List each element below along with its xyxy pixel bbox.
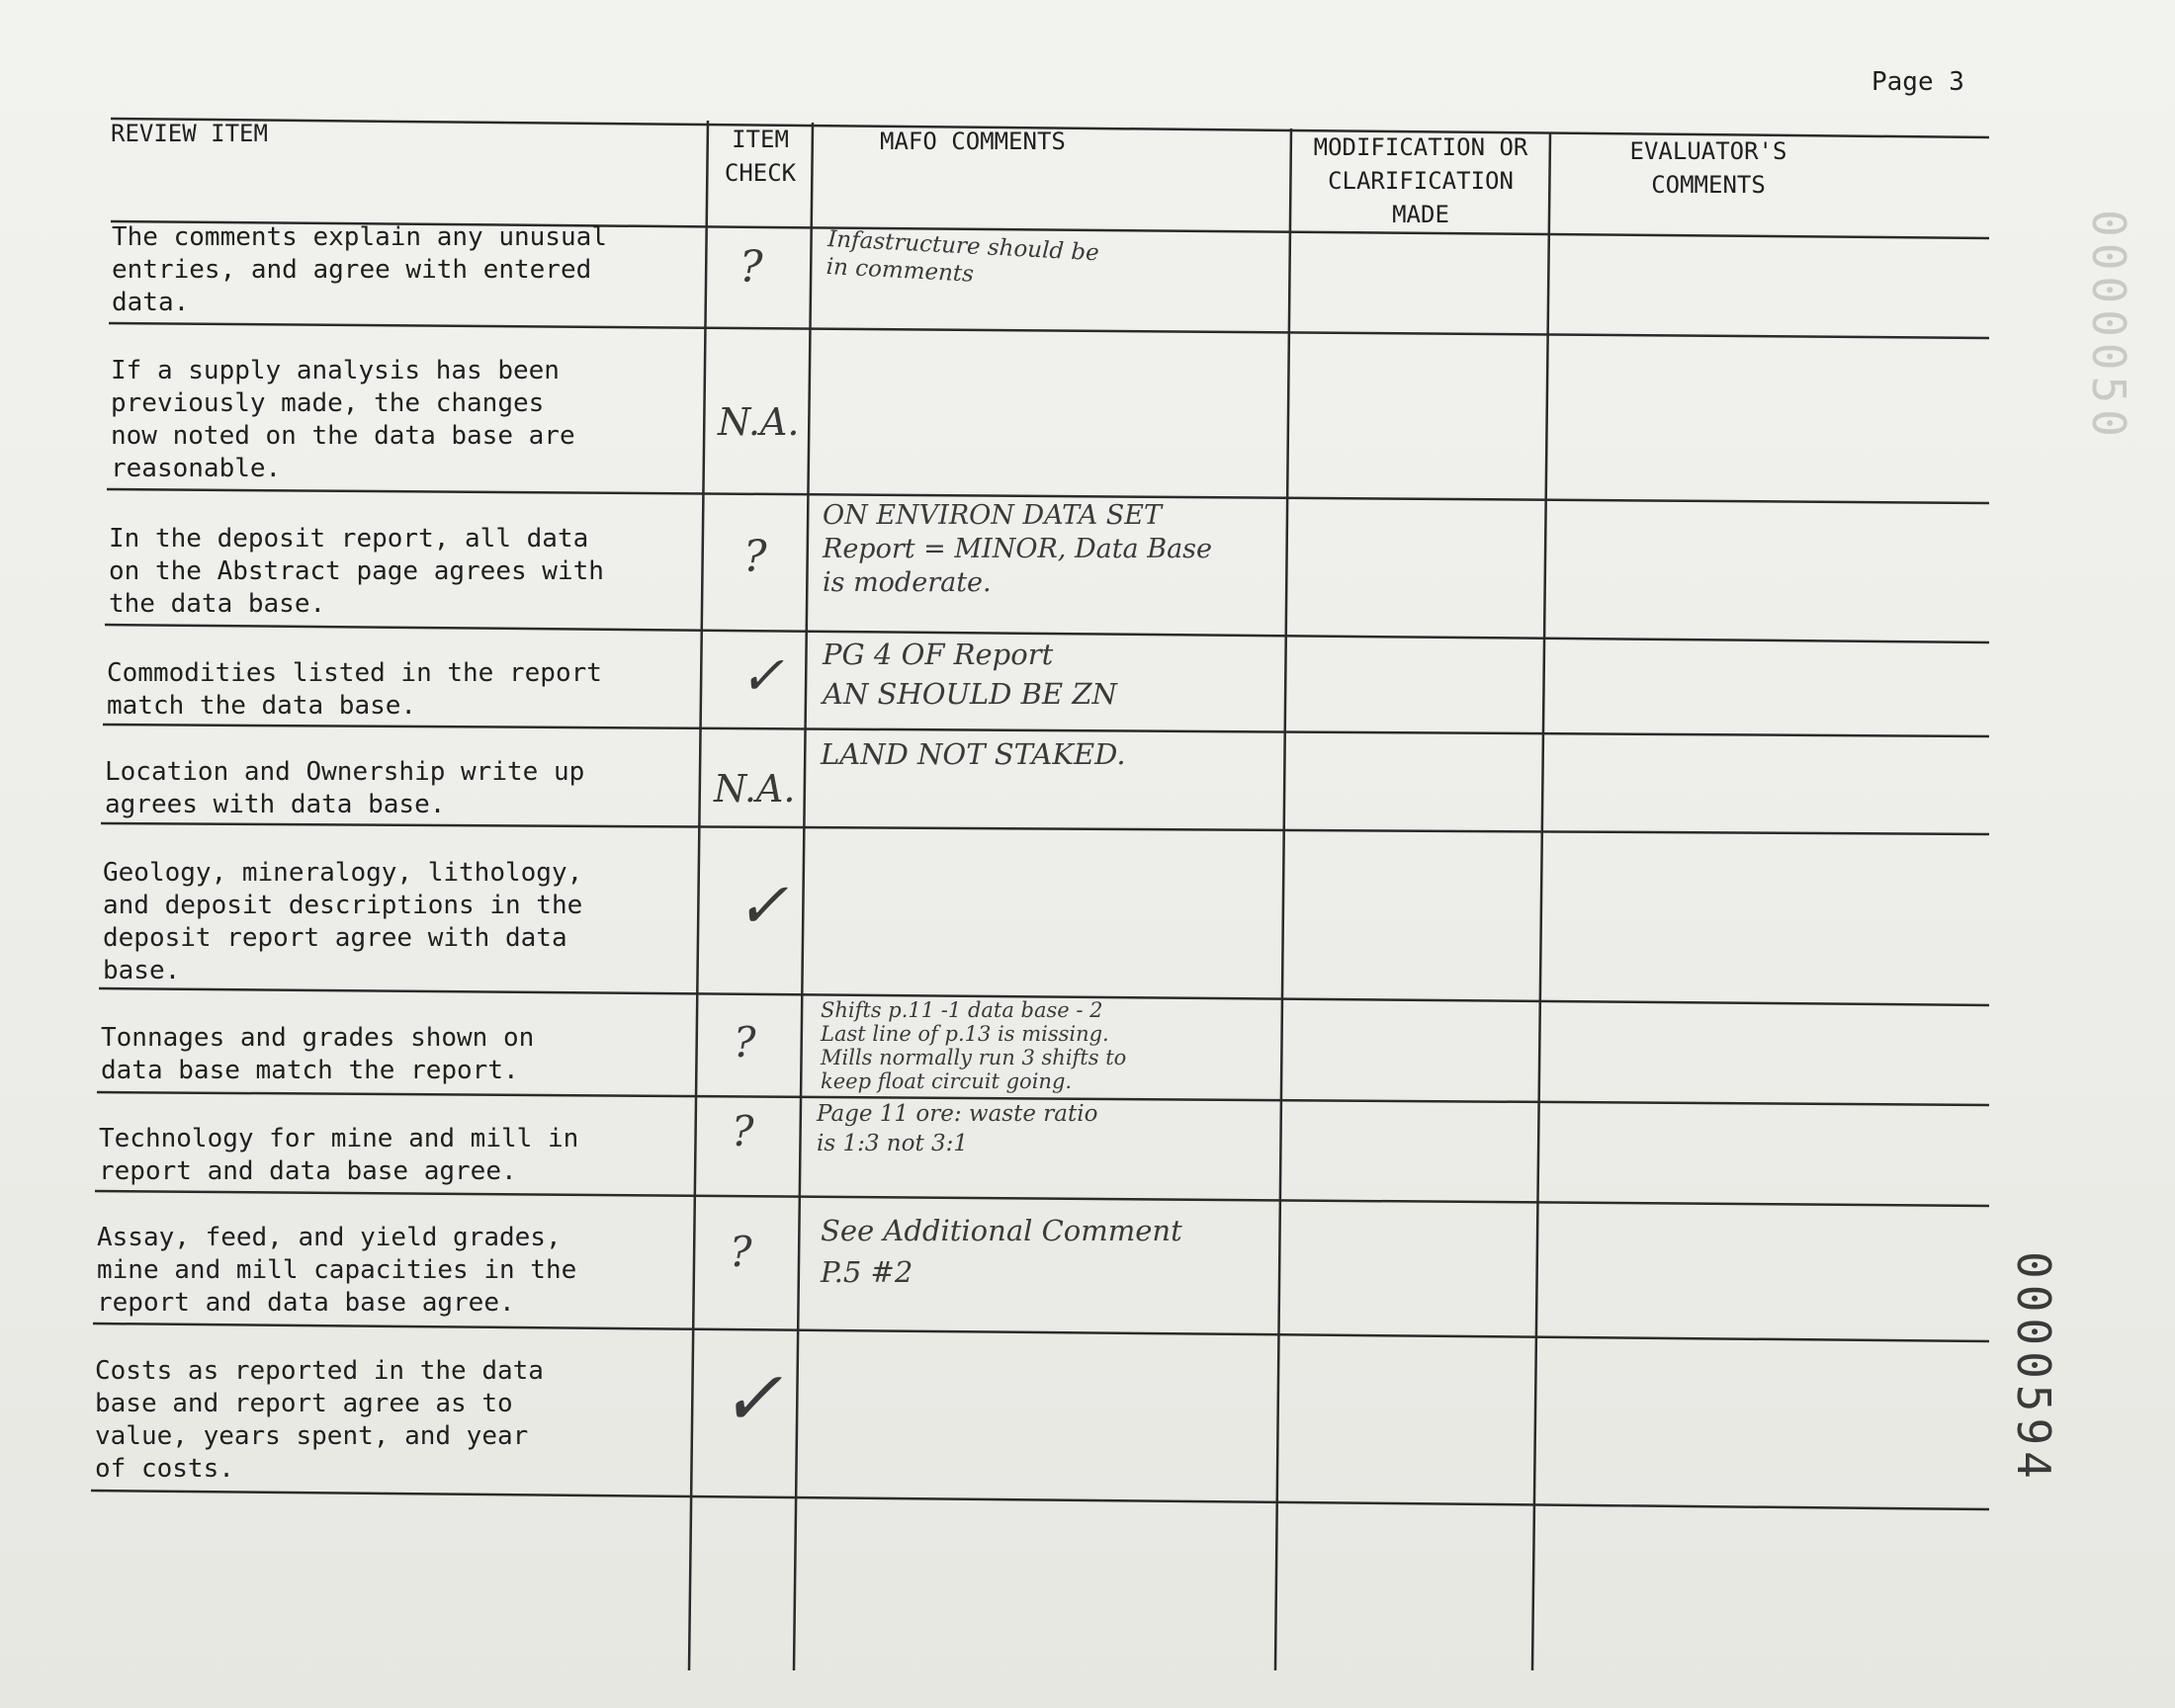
- header-mafo-comments: MAFO COMMENTS: [880, 128, 1066, 155]
- mafo-comment-7: Shifts p.11 -1 data base - 2 Last line of p.13 is missing. Mills normally run 3 shifts to keep float circuit going.: [821, 998, 1127, 1093]
- mafo-comment-1: Infastructure should be in comments: [826, 225, 1100, 288]
- mafo-comment-9: See Additional Comment P.5 #2: [821, 1214, 1182, 1289]
- mafo-comment-5: LAND NOT STAKED.: [821, 737, 1126, 771]
- review-item-10: Costs as reported in the data base and report agree as to value, years spent, and year of costs.: [95, 1356, 544, 1484]
- review-item-6: Geology, mineralogy, lithology, and deposit descriptions in the deposit report agree with data base.: [103, 858, 583, 985]
- item-check-5: N.A.: [714, 767, 796, 811]
- item-check-2: N.A.: [718, 400, 800, 444]
- review-item-3: In the deposit report, all data on the Abstract page agrees with the data base.: [109, 524, 604, 619]
- header-review-item: REVIEW ITEM: [111, 120, 268, 147]
- item-check-3: ?: [743, 532, 767, 582]
- review-item-5: Location and Ownership write up agrees with data base.: [105, 757, 585, 819]
- mafo-comment-8: Page 11 ore: waste ratio is 1:3 not 3:1: [817, 1101, 1098, 1156]
- review-item-1: The comments explain any unusual entries, and agree with entered data.: [112, 222, 607, 317]
- item-check-6: ✓: [736, 870, 789, 943]
- item-check-8: ?: [732, 1107, 754, 1155]
- mafo-comment-4: PG 4 OF Report AN SHOULD BE ZN: [823, 638, 1117, 711]
- mafo-comment-3: ON ENVIRON DATA SET Report = MINOR, Data Base is moderate.: [823, 500, 1213, 598]
- item-check-10: ✓: [720, 1354, 783, 1442]
- item-check-7: ?: [734, 1018, 756, 1067]
- review-item-7: Tonnages and grades shown on data base match the report.: [101, 1023, 535, 1085]
- side-stamp-upper: 0000050: [2082, 210, 2135, 443]
- review-item-2: If a supply analysis has been previously made, the changes now noted on the data base are reasonable.: [111, 356, 575, 483]
- review-item-9: Assay, feed, and yield grades, mine and mill capacities in the report and data base agree.: [97, 1223, 577, 1318]
- item-check-4: ✓: [740, 644, 785, 707]
- header-item-check: ITEM CHECK: [724, 126, 797, 187]
- page-number: Page 3: [1871, 67, 1964, 97]
- review-item-8: Technology for mine and mill in report and data base agree.: [99, 1124, 579, 1186]
- side-stamp-lower: 0000594: [2007, 1251, 2060, 1485]
- header-evaluator-comments: EVALUATOR'S COMMENTS: [1629, 137, 1787, 199]
- item-check-1: ?: [740, 242, 763, 293]
- item-check-9: ?: [730, 1228, 752, 1276]
- review-item-4: Commodities listed in the report match the data base.: [107, 658, 602, 721]
- header-modification: MODIFICATION OR CLARIFICATION MADE: [1313, 133, 1528, 228]
